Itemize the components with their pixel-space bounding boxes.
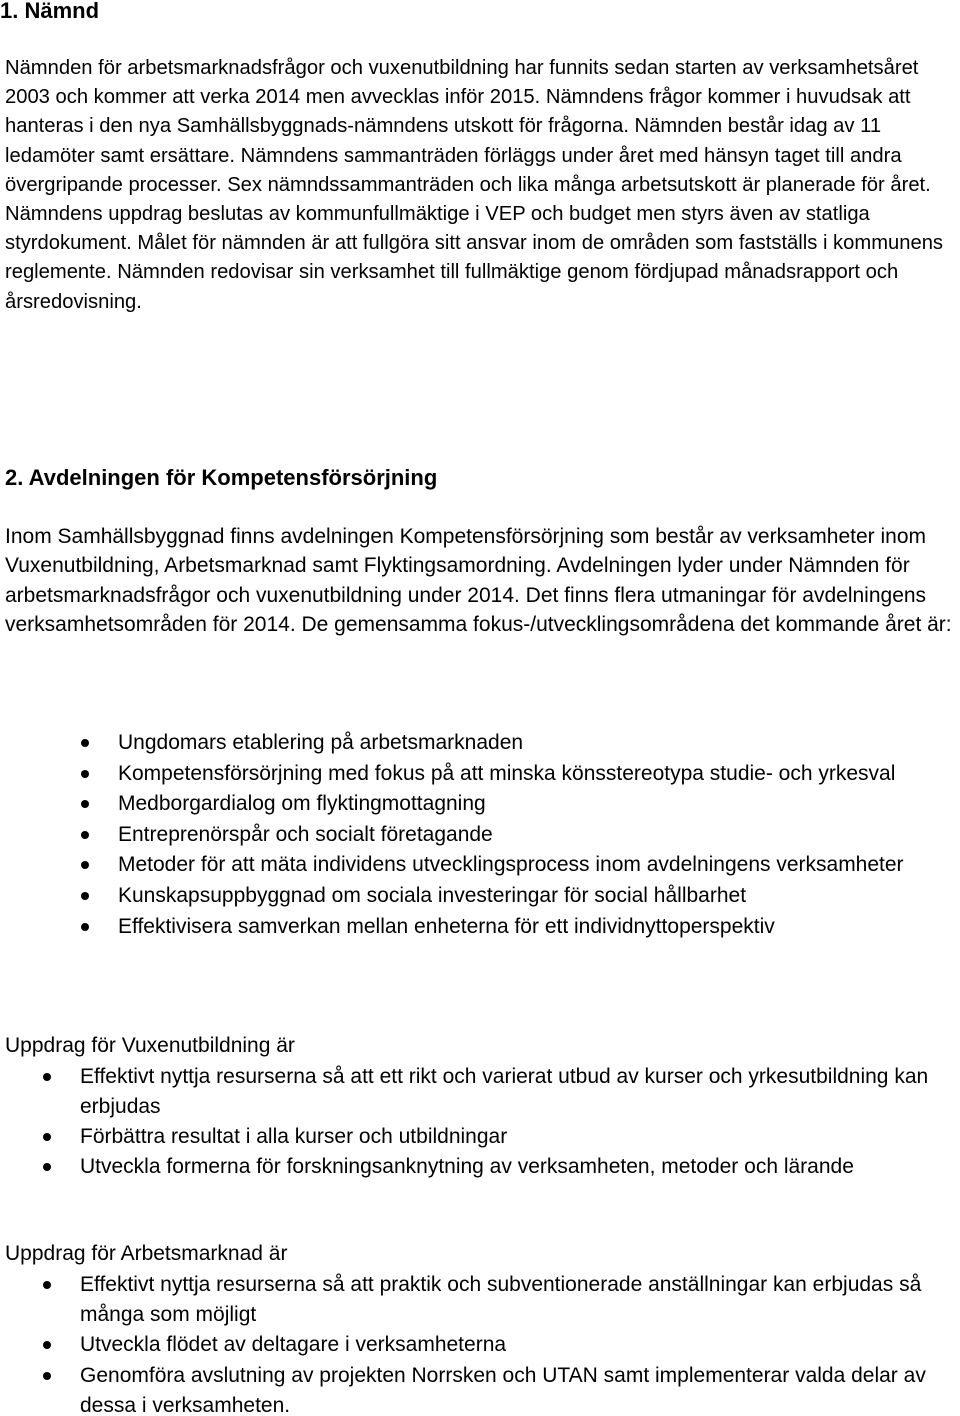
list-item [118,759,960,790]
bullet-icon [43,1133,51,1141]
bullet-icon [81,892,89,900]
list-item [118,881,960,912]
list-item [118,728,960,759]
vuxenutbildning-list [80,1062,960,1182]
arbetsmarknad-heading: Uppdrag för Arbetsmarknad är [5,1242,288,1265]
list-item [80,1270,960,1330]
list-item-text: Effektivisera samverkan mellan enheterna för ett individnyttoperspektiv [118,914,775,938]
bullet-icon [43,1281,51,1289]
list-item-text: Entreprenörspår och socialt företagande [118,822,493,846]
list-item [118,820,960,851]
bullet-icon [81,861,89,869]
vuxenutbildning-heading: Uppdrag för Vuxenutbildning är [5,1034,295,1057]
list-item-text: Kompetensförsörjning med fokus på att minska könsstereotypa studie- och yrkesval [118,761,896,785]
list-item [80,1330,960,1360]
section-1-number: 1. [0,0,19,23]
bullet-icon [43,1372,51,1380]
section-1-heading [0,0,99,26]
arbetsmarknad-list [80,1270,960,1416]
list-item-text: Genomföra avslutning av projekten Norrsken och UTAN samt implementerar valda delar av dessa i verksamheten. [80,1363,926,1416]
list-item-text: Effektivt nyttja resurserna så att ett rikt och varierat utbud av kurser och yrkesutbildning kan erbjudas [80,1065,929,1118]
list-item-text: Ungdomars etablering på arbetsmarknaden [118,731,524,754]
bullet-icon [81,800,89,808]
list-item [118,789,960,820]
section-2-heading [5,463,437,493]
section-2-title: Avdelningen för Kompetensförsörjning [28,465,438,490]
list-item-text: Medborgardialog om flyktingmottagning [118,792,486,816]
list-item [80,1122,960,1152]
list-item-text: Utveckla formerna för forskningsanknytning av verksamheten, metoder och lärande [80,1154,854,1178]
bullet-icon [81,739,89,747]
bullet-icon [81,770,89,778]
list-item [80,1062,960,1122]
section-1-paragraph: Nämnden för arbetsmarknadsfrågor och vuxenutbildning har funnits sedan starten av verksamhetsåret 2003 och kommer att verka 2014 men avvecklas inför 2015. Nämndens frågor kommer i huvudsak att hanteras i den nya Samhällsbyggnads-nämndens utskott för frågorna. Nämnden består idag av 11 ledamöter samt ersättare. Nämndens sammanträden förläggs under året med hänsyn taget till andra övergripande processer. Sex nämndssammanträden och lika många arbetsutskott är planerade för året. Nämndens uppdrag beslutas av kommunfullmäktige i VEP och budget men styrs även av statliga styrdokument. Målet för nämnden är att fullgöra sitt ansvar inom de områden som fastställs i kommunens reglemente. Nämnden redovisar sin verksamhet till fullmäktige genom fördjupad månadsrapport och årsredovisning. [5,57,944,313]
list-item-text: Förbättra resultat i alla kurser och utbildningar [80,1124,508,1148]
list-item [118,850,960,881]
list-item [80,1152,960,1182]
list-item [80,1361,960,1416]
bullet-icon [43,1341,51,1349]
list-item-text: Effektivt nyttja resurserna så att praktik och subventionerade anställningar kan erbjudas så många som möjligt [80,1273,922,1327]
section-1-title: Nämnd [24,0,100,23]
bullet-icon [81,831,89,839]
list-item-text: Utveckla flödet av deltagare i verksamheterna [80,1333,507,1357]
bullet-icon [43,1163,51,1171]
section-2-number: 2. [5,465,24,490]
list-item-text: Metoder för att mäta individens utvecklingsprocess inom avdelningens verksamheter [118,853,904,877]
bullet-icon [43,1073,51,1081]
focus-area-list [118,728,960,942]
list-item-text: Kunskapsuppbyggnad om sociala investeringar för social hållbarhet [118,883,747,907]
bullet-icon [81,923,89,931]
section-2-paragraph: Inom Samhällsbyggnad finns avdelningen Kompetensförsörjning som består av verksamheter inom Vuxenutbildning, Arbetsmarknad samt Flyktingsamordning. Avdelningen lyder under Nämnden för arbetsmarknadsfrågor och vuxenutbildning under 2014. Det finns flera utmaningar för avdelningens verksamhetsområden för 2014. De gemensamma fokus-/utvecklingsområdena det kommande året är: [5,525,952,637]
list-item [118,912,960,943]
